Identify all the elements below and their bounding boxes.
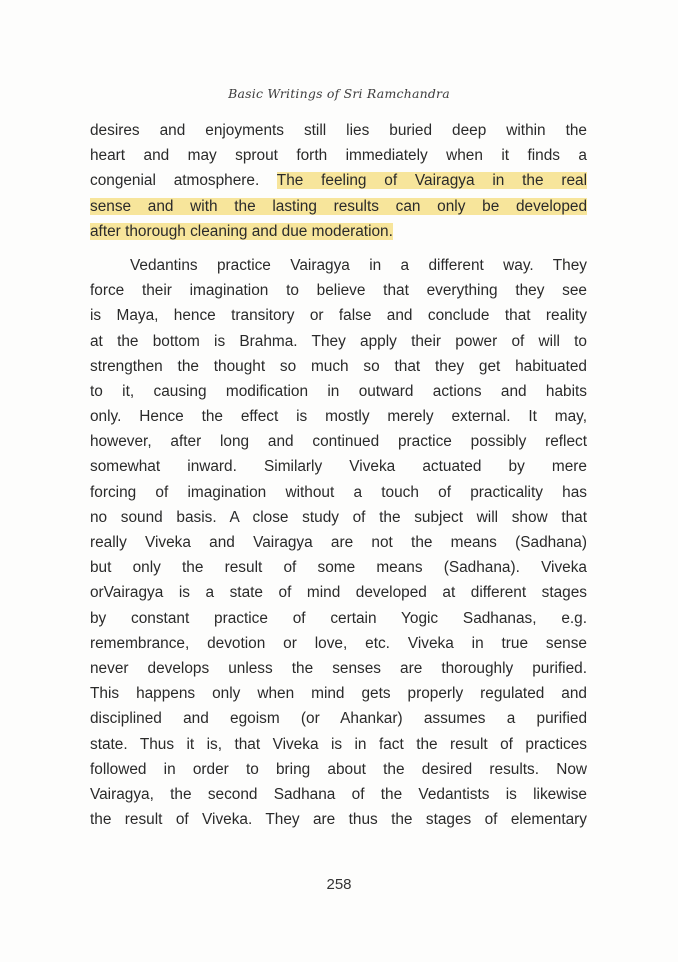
text-line: This happens only when mind gets properly regulated and	[90, 685, 587, 703]
text-line: only. Hence the effect is mostly merely external. It may,	[90, 408, 587, 426]
paragraph-gap	[90, 244, 587, 253]
text-line: remembrance, devotion or love, etc. Viveka in true sense	[90, 634, 587, 652]
text-line: force their imagination to believe that everything they see	[90, 282, 587, 300]
text-line	[90, 194, 587, 219]
text-line	[90, 168, 587, 193]
page-number: 258	[326, 876, 352, 893]
text-line: heart and may sprout forth immediately when it finds a	[90, 147, 587, 165]
text-line: to it, causing modification in outward actions and habits	[90, 382, 587, 400]
running-head: Basic Writings of Sri Ramchandra	[228, 86, 450, 101]
text-line: somewhat inward. Similarly Viveka actuated by mere	[90, 458, 587, 476]
text-line: Vedantins practice Vairagya in a different way. They	[130, 256, 587, 274]
highlighted-text: after thorough cleaning and due moderation.	[90, 222, 393, 240]
paragraph-1	[90, 118, 587, 244]
paragraph-2	[90, 253, 587, 832]
text-line: is Maya, hence transitory or false and conclude that reality	[90, 307, 587, 325]
text-span: congenial atmosphere.	[90, 172, 277, 190]
text-line: really Viveka and Vairagya are not the means (Sadhana)	[90, 534, 587, 551]
text-line: state. Thus it is, that Viveka is in fact the result of practices	[90, 735, 587, 753]
text-line	[90, 219, 587, 244]
text-line: strengthen the thought so much so that they get habituated	[90, 357, 587, 375]
text-line: followed in order to bring about the desired results. Now	[90, 760, 587, 778]
text-line: disciplined and egoism (or Ahankar) assumes a purified	[90, 710, 587, 728]
text-line: at the bottom is Brahma. They apply their power of will to	[90, 332, 587, 350]
text-line: forcing of imagination without a touch of practicality has	[90, 483, 587, 501]
highlighted-text: The feeling of Vairagya in the real	[276, 172, 587, 190]
text-line: never develops unless the senses are thoroughly purified.	[90, 659, 587, 677]
text-line: orVairagya is a state of mind developed at different stages	[90, 584, 587, 602]
text-line: the result of Viveka. They are thus the stages of elementary	[90, 811, 587, 829]
text-line: desires and enjoyments still lies buried deep within the	[90, 122, 587, 139]
body-text	[90, 118, 587, 832]
highlighted-text: sense and with the lasting results can only be developed	[90, 197, 587, 215]
text-line: Vairagya, the second Sadhana of the Vedantists is likewise	[90, 785, 587, 803]
text-line: by constant practice of certain Yogic Sadhanas, e.g.	[90, 609, 587, 627]
text-line: however, after long and continued practice possibly reflect	[90, 433, 587, 451]
text-line: no sound basis. A close study of the subject will show that	[90, 508, 587, 526]
text-line: but only the result of some means (Sadhana). Viveka	[90, 559, 587, 577]
